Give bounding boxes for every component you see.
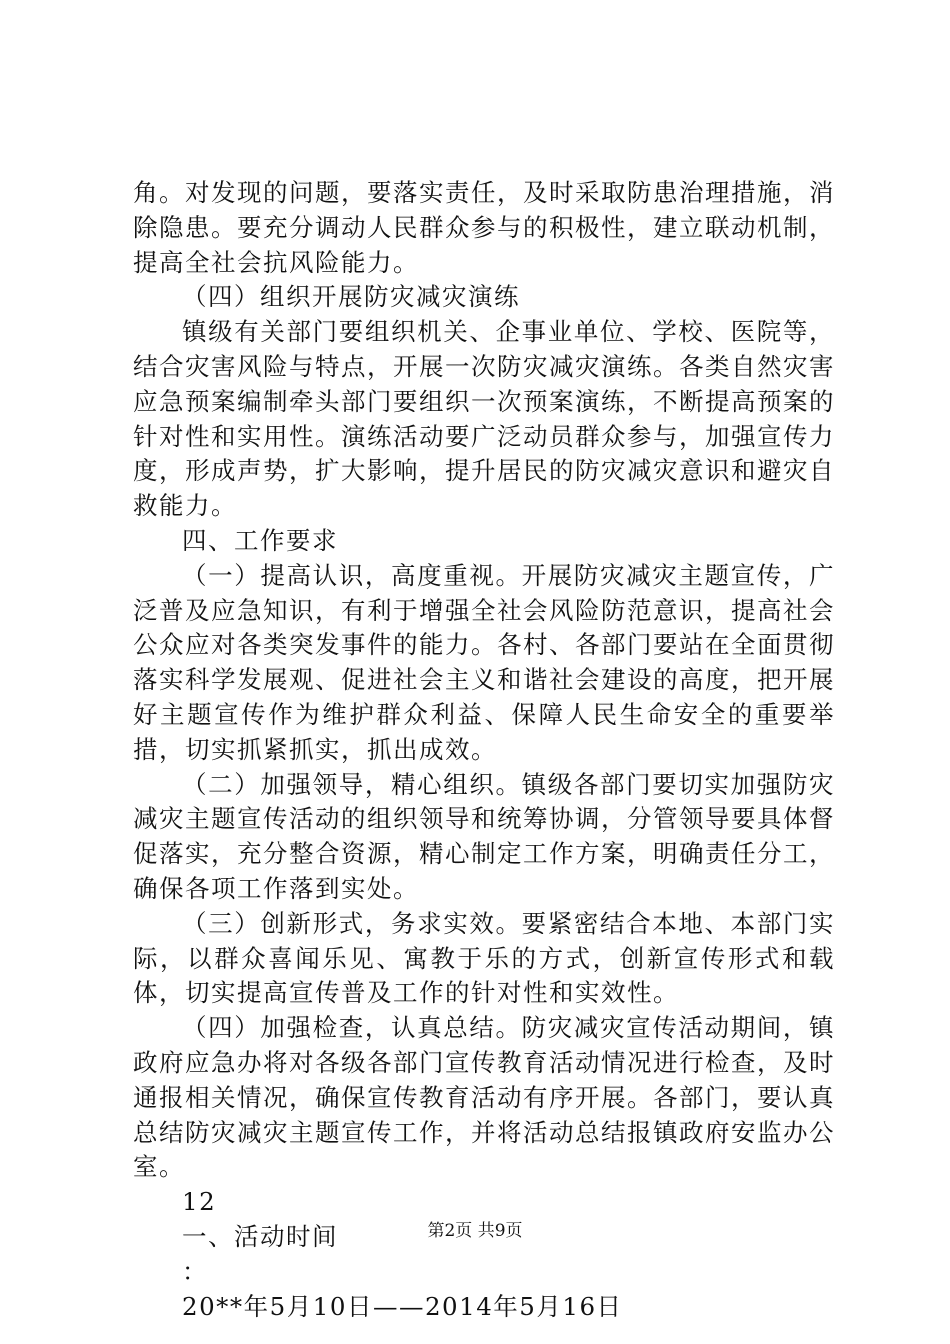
date-range: 20**年5月10日——2014年5月16日 — [182, 1291, 623, 1321]
paragraph-requirement-1: （一）提高认识，高度重视。开展防灾减灾主题宣传，广泛普及应急知识，有利于增强全社会风险防范意识，提高社会公众应对各类突发事件的能力。各村、各部门要站在全面贯彻落实科学发展观、促进社会主义和谐社会建设的高度，把开展好主题宣传作为维护群众利益、保障人民生命安全的重要举措，切实抓紧抓实，抓出成效。 — [133, 560, 835, 764]
paragraph-continuation: 角。对发现的问题，要落实责任，及时采取防患治理措施，消除隐患。要充分调动人民群众参与的积极性，建立联动机制，提高全社会抗风险能力。 — [133, 178, 835, 277]
section-heading-time: 一、活动时间 — [182, 1221, 338, 1251]
paragraph-requirement-4: （四）加强检查，认真总结。防灾减灾宣传活动期间，镇政府应急办将对各级各部门宣传教育活动情况进行检查，及时通报相关情况，确保宣传教育活动有序开展。各部门，要认真总结防灾减灾主题宣传工作，并将活动总结报镇政府安监办公室。 — [133, 1013, 835, 1182]
paragraph-drill: 镇级有关部门要组织机关、企事业单位、学校、医院等，结合灾害风险与特点，开展一次防灾减灾演练。各类自然灾害应急预案编制牵头部门要组织一次预案演练，不断提高预案的针对性和实用性。演练活动要广泛动员群众参与，加强宣传力度，形成声势，扩大影响，提升居民的防灾减灾意识和避灾自救能力。 — [133, 317, 835, 521]
paragraph-requirement-3: （三）创新形式，务求实效。要紧密结合本地、本部门实际，以群众喜闻乐见、寓教于乐的方式，创新宣传形式和载体，切实提高宣传普及工作的针对性和实效性。 — [133, 908, 835, 1008]
number-line: 12 — [182, 1187, 217, 1217]
section-heading-drill: （四）组织开展防灾减灾演练 — [182, 282, 520, 312]
document-body — [133, 176, 835, 1324]
colon-line: ： — [182, 1256, 208, 1286]
section-heading-requirements: 四、工作要求 — [182, 525, 338, 555]
page-footer: 第2页 共9页 — [427, 1221, 523, 1241]
paragraph-requirement-2: （二）加强领导，精心组织。镇级各部门要切实加强防灾减灾主题宣传活动的组织领导和统筹协调，分管领导要具体督促落实，充分整合资源，精心制定工作方案，明确责任分工，确保各项工作落到实处。 — [133, 769, 835, 903]
